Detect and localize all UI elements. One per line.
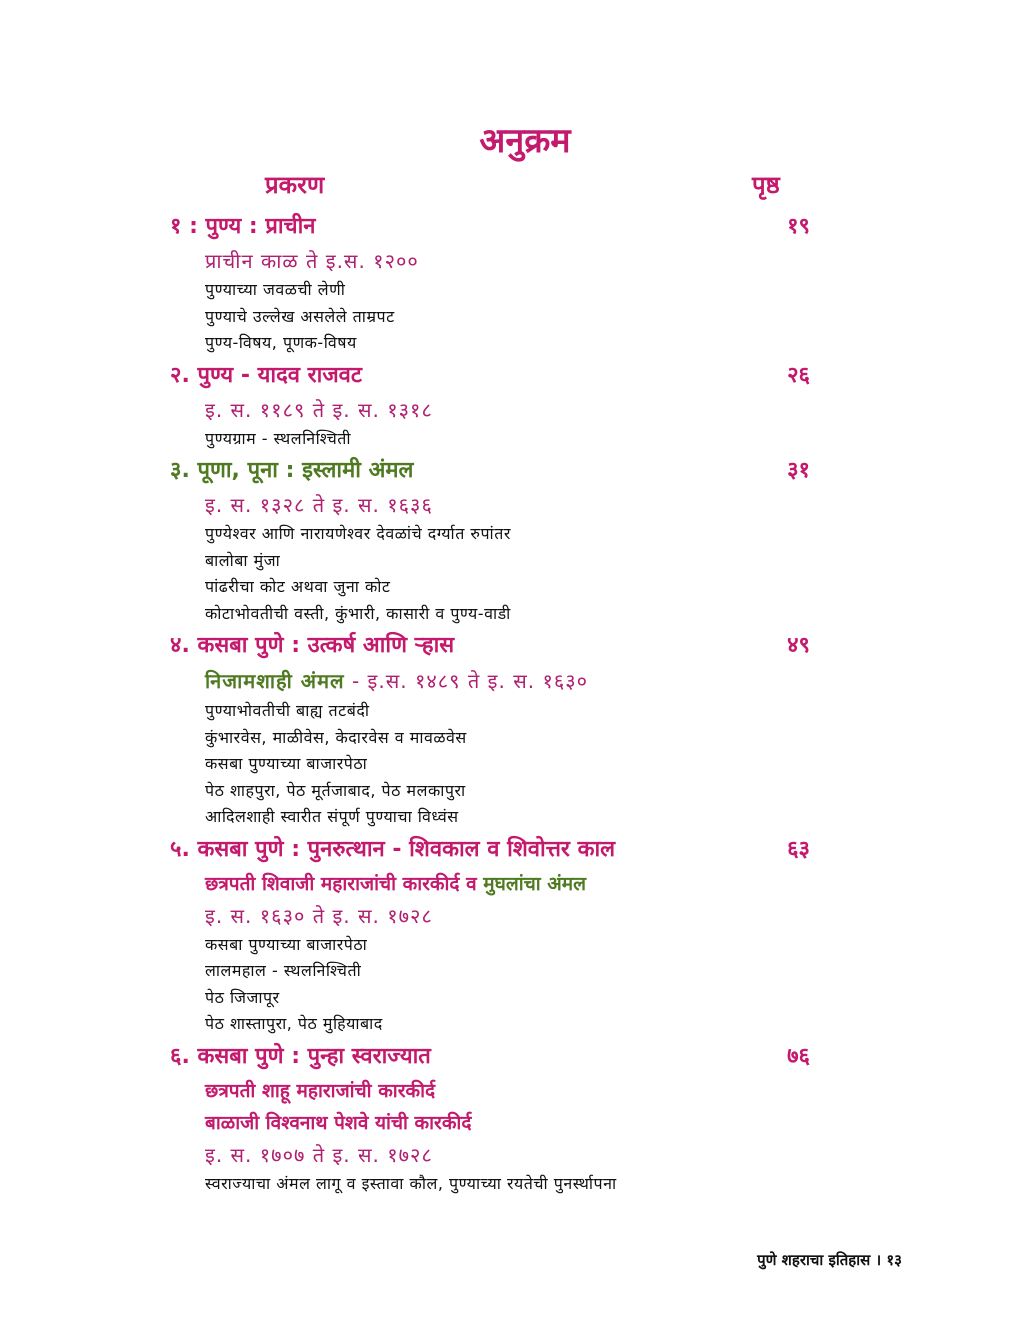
chapter-page: २६ <box>787 362 810 388</box>
chapter-6[interactable] <box>170 1038 810 1198</box>
chapter-page: १९ <box>787 214 810 239</box>
topic-item: कुंभारवेस, माळीवेस, केदारवेस व मावळवेस <box>205 727 467 747</box>
topic-item: कोटाभोवतीची वस्ती, कुंभारी, कासारी व पुण्य-वाडी <box>205 603 511 623</box>
chapter-5[interactable] <box>170 831 810 1038</box>
chapter-4[interactable] <box>170 627 810 831</box>
table-of-contents <box>170 208 810 1197</box>
column-header-page: पृष्ठ <box>752 171 780 199</box>
chapter-period: इ. स. ११८९ ते इ. स. १३१८ <box>205 397 433 422</box>
chapter-page: ३१ <box>787 458 810 483</box>
chapter-subheading: बाळाजी विश्वनाथ पेशवे यांची कारकीर्द <box>205 1111 472 1134</box>
topic-item: पुण्याभोवतीची बाह्य तटबंदी <box>205 701 370 720</box>
chapter-title: ४. कसबा पुणे : उत्कर्ष आणि ऱ्हास <box>170 633 455 658</box>
chapter-page: ४९ <box>787 633 810 658</box>
chapter-period: इ. स. १७०७ ते इ. स. १७२८ <box>205 1142 433 1167</box>
chapter-title: ५. कसबा पुणे : पुनरुत्थान - शिवकाल व शिवोत्तर काल <box>170 836 616 862</box>
topic-item: स्वराज्याचा अंमल लागू व इस्तावा कौल, पुण्याच्या रयतेची पुनर्स्थापना <box>205 1173 617 1193</box>
topic-item: पेठ शास्तापुरा, पेठ मुहियाबाद <box>205 1014 383 1033</box>
chapter-title: ३. पूणा, पूना : इस्लामी अंमल <box>170 458 414 483</box>
chapter-page: ७६ <box>787 1043 810 1069</box>
subheading-text: छत्रपती शिवाजी महाराजांची कारकीर्द व <box>205 872 484 895</box>
subheading-green-text: मुघलांचा अंमल <box>483 872 587 895</box>
chapter-2[interactable] <box>170 357 810 453</box>
topic-item: पांढरीचा कोट अथवा जुना कोट <box>205 577 391 596</box>
chapter-subheading <box>205 868 810 900</box>
page-title: अनुक्रम <box>479 121 571 161</box>
chapter-title: ६. कसबा पुणे : पुन्हा स्वराज्यात <box>170 1043 431 1069</box>
topic-item: कसबा पुण्याच्या बाजारपेठा <box>205 934 368 954</box>
topic-item: लालमहाल - स्थलनिश्चिती <box>205 961 362 980</box>
chapter-period: इ. स. १३२८ ते इ. स. १६३६ <box>205 493 433 517</box>
period-range: - इ.स. १४८९ ते इ. स. १६३० <box>344 669 589 693</box>
topic-item: पुण्यग्राम - स्थलनिश्चिती <box>205 428 352 448</box>
column-header-chapter: प्रकरण <box>265 171 325 199</box>
chapter-title: १ : पुण्य : प्राचीन <box>170 214 316 239</box>
chapter-title: २. पुण्य - यादव राजवट <box>170 362 362 388</box>
chapter-period <box>205 664 810 698</box>
chapter-1[interactable] <box>170 208 810 357</box>
topic-item: पेठ शाहपुरा, पेठ मूर्तजाबाद, पेठ मलकापुरा <box>205 780 466 800</box>
topic-item: कसबा पुण्याच्या बाजारपेठा <box>205 754 368 773</box>
page-footer: पुणे शहराचा इतिहास । १३ <box>757 1251 902 1269</box>
chapter-period: प्राचीन काळ ते इ.स. १२०० <box>205 249 419 273</box>
chapter-3[interactable] <box>170 452 810 627</box>
topic-item: पुण्याच्या जवळची लेणी <box>205 280 346 299</box>
topic-item: आदिलशाही स्वारीत संपूर्ण पुण्याचा विध्वंस <box>205 807 459 826</box>
chapter-period: इ. स. १६३० ते इ. स. १७२८ <box>205 903 433 928</box>
topic-item: पुण्याचे उल्लेख असलेले ताम्रपट <box>205 306 395 326</box>
topic-item: पेठ जिजापूर <box>205 987 280 1007</box>
period-label: निजामशाही अंमल <box>205 669 345 693</box>
chapter-subheading: छत्रपती शाहू महाराजांची कारकीर्द <box>205 1079 436 1102</box>
chapter-page: ६३ <box>787 836 810 862</box>
topic-item: बालोबा मुंजा <box>205 550 281 570</box>
topic-item: पुण्य-विषय, पूणक-विषय <box>205 333 357 352</box>
topic-item: पुण्येश्वर आणि नारायणेश्वर देवळांचे दर्ग्यात रुपांतर <box>205 524 511 543</box>
